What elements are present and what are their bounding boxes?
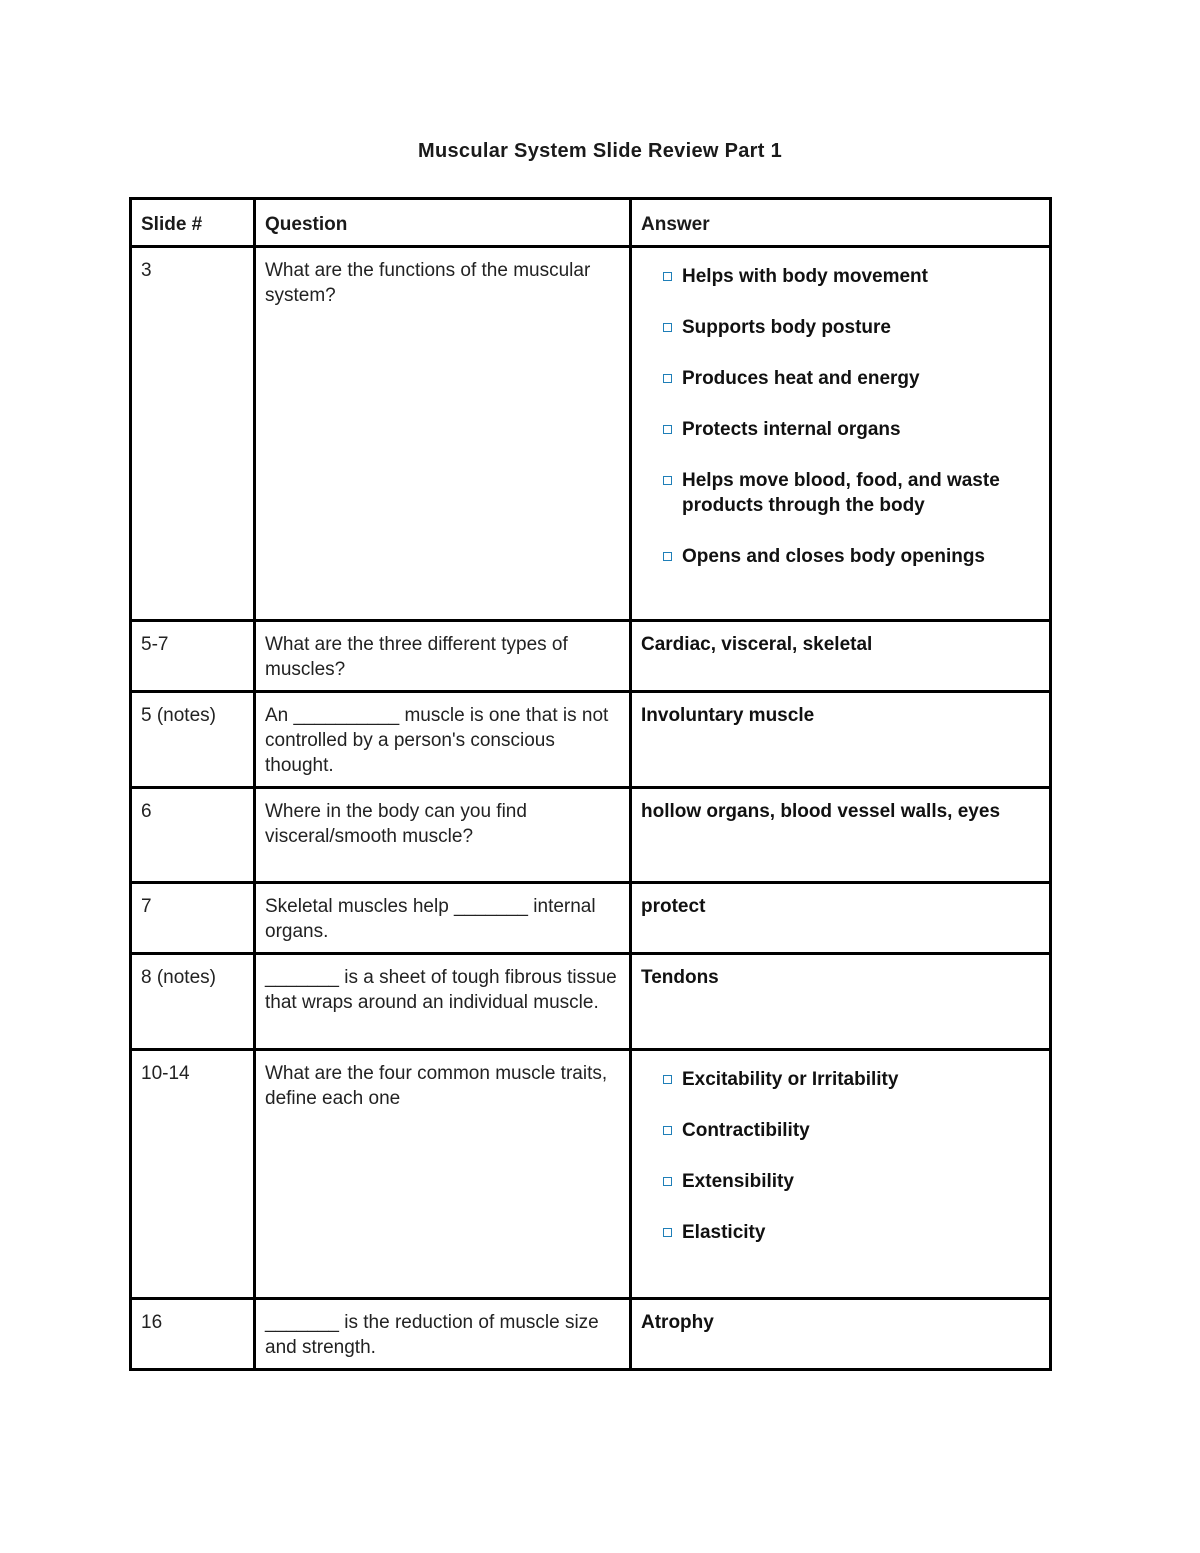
- table-row: [131, 954, 1051, 1050]
- question-text: An __________ muscle is one that is not controlled by a person's conscious thought.: [255, 692, 631, 788]
- question-text: Where in the body can you find visceral/smooth muscle?: [255, 788, 631, 883]
- checkbox-square-icon: [663, 1177, 672, 1186]
- answer-list-item: Elasticity: [663, 1220, 1040, 1245]
- answer-list-item: Contractibility: [663, 1118, 1040, 1143]
- answer-list: [641, 264, 1040, 569]
- checkbox-square-icon: [663, 323, 672, 332]
- table-row: [131, 883, 1051, 954]
- answer-text: Tendons: [631, 954, 1051, 1050]
- header-slide: Slide #: [131, 199, 255, 247]
- answer-list-item: Helps move blood, food, and waste products through the body: [663, 468, 1040, 518]
- table-row: [131, 788, 1051, 883]
- header-answer: Answer: [631, 199, 1051, 247]
- checkbox-square-icon: [663, 476, 672, 485]
- question-text: What are the functions of the muscular system?: [255, 247, 631, 621]
- slide-number: 10-14: [131, 1050, 255, 1299]
- question-text: _______ is a sheet of tough fibrous tissue that wraps around an individual muscle.: [255, 954, 631, 1050]
- slide-number: 16: [131, 1299, 255, 1370]
- question-text: What are the three different types of muscles?: [255, 621, 631, 692]
- answer-text: hollow organs, blood vessel walls, eyes: [631, 788, 1051, 883]
- table-row: [131, 247, 1051, 621]
- answer-text: protect: [631, 883, 1051, 954]
- slide-number: 5 (notes): [131, 692, 255, 788]
- document-title: Muscular System Slide Review Part 1: [418, 140, 782, 162]
- checkbox-square-icon: [663, 1228, 672, 1237]
- answer-list-item: Extensibility: [663, 1169, 1040, 1194]
- table-header-row: [131, 199, 1051, 247]
- answer-text: Atrophy: [631, 1299, 1051, 1370]
- answer-text: Cardiac, visceral, skeletal: [631, 621, 1051, 692]
- answer-list-item: Produces heat and energy: [663, 366, 1040, 391]
- answer-list-item: Excitability or Irritability: [663, 1067, 1040, 1092]
- slide-number: 8 (notes): [131, 954, 255, 1050]
- answer-list-item: Opens and closes body openings: [663, 544, 1040, 569]
- header-question: Question: [255, 199, 631, 247]
- answer-cell: [631, 1050, 1051, 1299]
- review-table: [129, 197, 1052, 1371]
- question-text: Skeletal muscles help _______ internal organs.: [255, 883, 631, 954]
- table-row: [131, 1299, 1051, 1370]
- checkbox-square-icon: [663, 552, 672, 561]
- slide-number: 6: [131, 788, 255, 883]
- answer-list-item: Supports body posture: [663, 315, 1040, 340]
- slide-number: 3: [131, 247, 255, 621]
- checkbox-square-icon: [663, 272, 672, 281]
- table-row: [131, 1050, 1051, 1299]
- slide-number: 7: [131, 883, 255, 954]
- answer-list: [641, 1067, 1040, 1245]
- checkbox-square-icon: [663, 1126, 672, 1135]
- answer-cell: [631, 247, 1051, 621]
- answer-text: Involuntary muscle: [631, 692, 1051, 788]
- slide-number: 5-7: [131, 621, 255, 692]
- question-text: _______ is the reduction of muscle size and strength.: [255, 1299, 631, 1370]
- checkbox-square-icon: [663, 425, 672, 434]
- answer-list-item: Protects internal organs: [663, 417, 1040, 442]
- answer-list-item: Helps with body movement: [663, 264, 1040, 289]
- checkbox-square-icon: [663, 374, 672, 383]
- table-row: [131, 692, 1051, 788]
- table-row: [131, 621, 1051, 692]
- question-text: What are the four common muscle traits, define each one: [255, 1050, 631, 1299]
- checkbox-square-icon: [663, 1075, 672, 1084]
